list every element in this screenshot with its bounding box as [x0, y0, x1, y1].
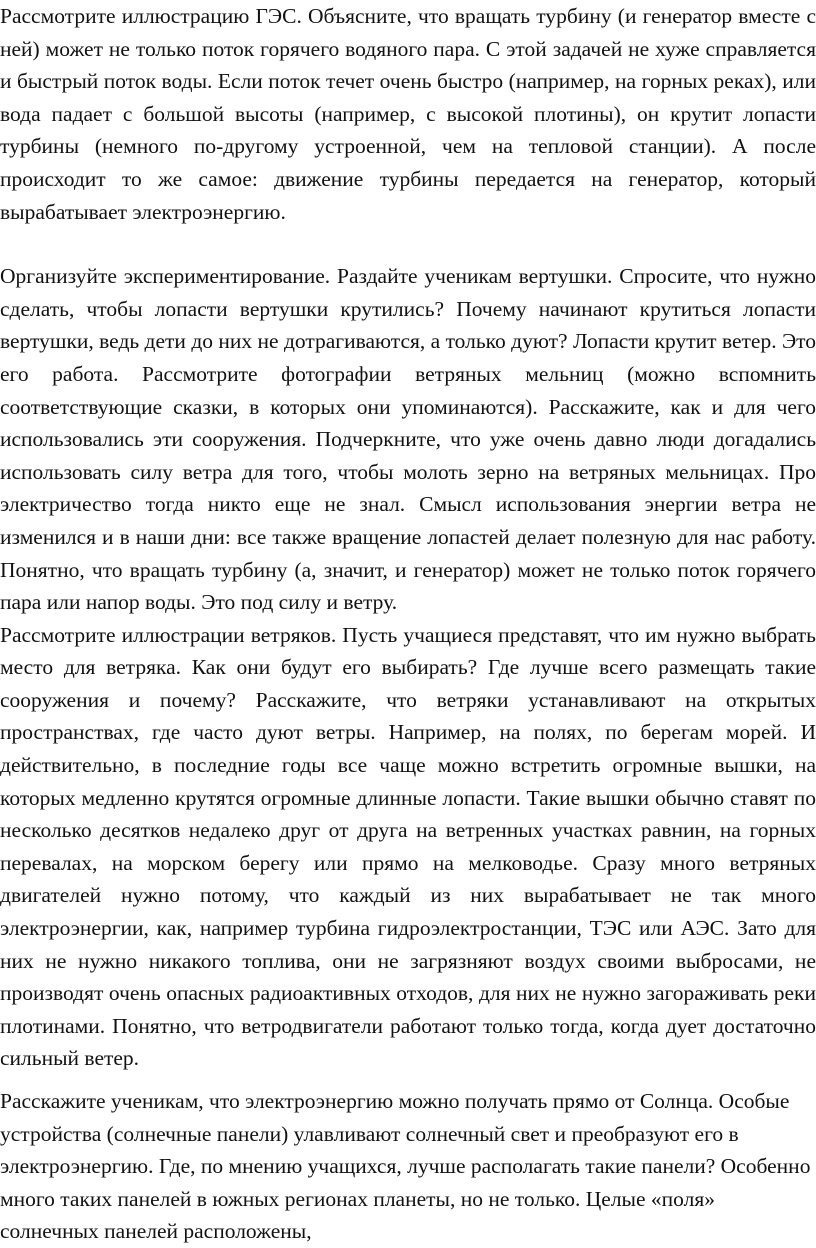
paragraph-wind-turbines: Рассмотрите иллюстрации ветряков. Пусть учащиеся представят, что им нужно выбрать место для ветряка. Как они будут его выбирать? Где лучше всего размещать такие сооружения и почему? Расскажите, что ветряки устанавливают на открытых пространствах, где часто дуют ветры. Например, на полях, по берегам морей. И действительно, в последние годы все чаще можно встретить огромные вышки, на которых медленно крутятся огромные длинные лопасти. Такие вышки обычно ставят по несколько десятков недалеко друг от друга на ветренных участках равнин, на горных перевалах, на морском берегу или прямо на мелководье. Сразу много ветряных двигателей нужно потому, что каждый из них вырабатывает не так много электроэнергии, как, например турбина гидроэлектростанции, ТЭС или АЭС. Зато для них не нужно никакого топлива, они не загрязняют воздух своими выбросами, не производят очень опасных радиоактивных отходов, для них не нужно загораживать реки плотинами. Понятно, что ветродвигатели работают только тогда, когда дует достаточно сильный ветер. [0, 622, 816, 1071]
paragraph-hydro-power: Рассмотрите иллюстрацию ГЭС. Объясните, что вращать турбину (и генератор вместе с ней) может не только поток горячего водяного пара. С этой задачей не хуже справляется и быстрый поток воды. Если поток течет очень быстро (например, на горных реках), или вода падает с большой высоты (например, с высокой плотины), он крутит лопасти турбины (немного по-другому устроенной, чем на тепловой станции). А после происходит то же самое: движение турбины передается на генератор, который вырабатывает электроэнергию. [0, 4, 816, 224]
paragraph-wind-experiment: Организуйте экспериментирование. Раздайте ученикам вертушки. Спросите, что нужно сделать, чтобы лопасти вертушки крутились? Почему начинают крутиться лопасти вертушки, ведь дети до них не дотрагиваются, а только дуют? Лопасти крутит ветер. Это его работа. Рассмотрите фотографии ветряных мельниц (можно вспомнить соответствующие сказки, в которых они упоминаются). Расскажите, как и для чего использовались эти сооружения. Подчеркните, что уже очень давно люди догадались использовать силу ветра для того, чтобы молоть зерно на ветряных мельницах. Про электричество тогда никто еще не знал. Смысл использования энергии ветра не изменился и в наши дни: все также вращение лопастей делает полезную для нас работу. Понятно, что вращать турбину (а, значит, и генератор) может не только поток горячего пара или напор воды. Это под силу и ветру. [0, 264, 816, 615]
paragraph-spacer [0, 1075, 816, 1085]
paragraph-spacer [0, 228, 816, 260]
paragraph-solar-power: Расскажите ученикам, что электроэнергию можно получать прямо от Солнца. Особые устройства (солнечные панели) улавливают солнечный свет и преобразуют его в электроэнергию. Где, по мнению учащихся, лучше располагать такие панели? Особенно много таких панелей в южных регионах планеты, но не только. Целые «поля» солнечных панелей расположены, [0, 1089, 811, 1244]
